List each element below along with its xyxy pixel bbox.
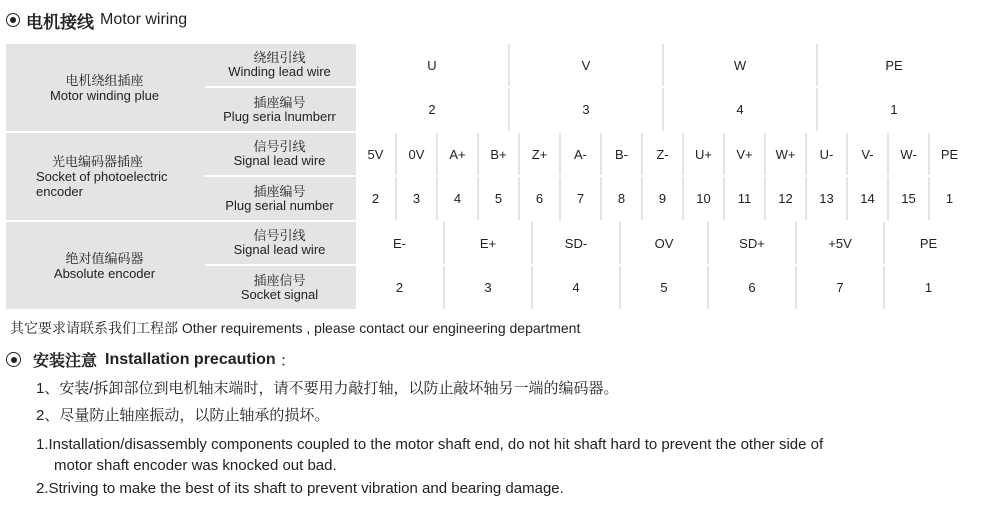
precaution-title-zh: 安装注意 [33,353,98,370]
table-cell: 10 [684,177,723,220]
table-cell: U [356,44,508,86]
winding-lead-row [356,44,970,86]
table-cell: V- [848,133,887,175]
table-cell: 14 [848,177,887,220]
table-cell: V [510,44,662,86]
table-cell: 1 [818,88,970,131]
absolute-label-en: Absolute encoder [53,265,156,281]
table-cell: 13 [807,177,846,220]
table-cell: 7 [797,266,883,309]
absolute-lead-label-en: Signal lead wire [233,242,326,257]
table-cell: 1 [885,266,972,309]
table-cell: 3 [445,266,531,309]
table-cell: 12 [766,177,805,220]
table-cell: Z- [643,133,682,175]
section-heading [6,8,187,32]
table-cell: 9 [643,177,682,220]
table-cell: E- [356,222,443,264]
encoder-label-en2: encoder [36,184,83,199]
table-cell: U- [807,133,846,175]
table-cell: Z+ [520,133,559,175]
photoelectric-encoder-table [6,133,969,220]
winding-plug-row [356,88,970,131]
section-title-en: Motor wiring [100,11,188,28]
precaution-colon: ： [279,353,296,370]
precaution-en-1b: motor shaft encoder was knocked out bad. [54,457,337,474]
table-cell: PE [930,133,969,175]
absolute-plug-label-en: Socket signal [240,286,319,302]
table-cell: V+ [725,133,764,175]
table-cell: W+ [766,133,805,175]
table-cell: 8 [602,177,641,220]
encoder-label [6,133,203,220]
winding-plug-label-en: Plug seria lnumberr [223,108,336,124]
absolute-label [6,222,203,309]
absolute-label-zh: 绝对值编码器 [65,250,144,266]
table-cell: 3 [397,177,436,220]
precaution-heading [6,348,296,371]
table-cell: 6 [709,266,795,309]
table-cell: 5V [356,133,395,175]
precaution-en-1a: 1.Installation/disassembly components coupled to the motor shaft end, do not hit shaft hard to prevent the other side of [36,436,824,453]
winding-lead-label-en: Winding lead wire [228,64,331,79]
winding-plug-label [205,88,354,131]
winding-lead-label-zh: 绕组引线 [253,50,306,65]
table-cell: 2 [356,88,508,131]
absolute-lead-label-zh: 信号引线 [253,228,306,243]
encoder-label-en1: Socket of photoelectric [36,169,168,184]
motor-winding-label-zh: 电机绕组插座 [65,72,144,88]
table-cell: 4 [438,177,477,220]
table-cell: W- [889,133,928,175]
table-cell: SD+ [709,222,795,264]
precaution-title-en: Installation precaution [105,350,276,368]
encoder-plug-label-en: Plug serial number [225,197,334,213]
table-cell: 4 [664,88,816,131]
table-cell: 11 [725,177,764,220]
table-cell: 2 [356,177,395,220]
table-cell: E+ [445,222,531,264]
table-cell: 2 [356,266,443,309]
motor-winding-table [6,44,969,131]
table-cell: 7 [561,177,600,220]
absolute-plug-label [205,266,354,309]
table-cell: SD- [533,222,619,264]
table-cell: A+ [438,133,477,175]
precaution-en-2: 2.Striving to make the best of its shaft to prevent vibration and bearing damage. [36,480,564,497]
encoder-plug-label-zh: 插座编号 [253,183,306,199]
absolute-plug-row [356,266,972,309]
table-cell: +5V [797,222,883,264]
section-title-zh: 电机接线 [26,12,94,32]
table-cell: W [664,44,816,86]
table-cell: 5 [479,177,518,220]
table-cell: 5 [621,266,707,309]
table-cell: 3 [510,88,662,131]
winding-plug-label-zh: 插座编号 [253,94,306,110]
precaution-zh-2: 2、尽量防止轴座振动，以防止轴承的损坏。 [36,407,330,424]
motor-winding-label [6,44,203,131]
table-cell: 15 [889,177,928,220]
table-cell: B- [602,133,641,175]
table-cell: OV [621,222,707,264]
table-cell: 1 [930,177,969,220]
encoder-lead-row [356,133,969,175]
encoder-plug-row [356,177,969,220]
encoder-lead-label-en: Signal lead wire [233,153,326,168]
bullet-circle-icon [6,13,20,27]
table-cell: 6 [520,177,559,220]
absolute-plug-label-zh: 插座信号 [253,272,306,288]
table-cell: 0V [397,133,436,175]
table-cell: A- [561,133,600,175]
absolute-lead-row [356,222,972,264]
table-cell: U+ [684,133,723,175]
table-cell: PE [885,222,972,264]
absolute-lead-label [205,222,354,264]
table-cell: 4 [533,266,619,309]
absolute-encoder-table [6,222,969,309]
encoder-lead-label [205,133,354,175]
winding-lead-label [205,44,354,86]
table-cell: B+ [479,133,518,175]
encoder-plug-label [205,177,354,220]
encoder-lead-label-zh: 信号引线 [253,139,306,154]
encoder-label-zh: 光电编码器插座 [52,154,144,169]
motor-winding-label-en: Motor winding plue [49,87,160,103]
bullet-circle-icon [6,352,21,367]
table-cell: PE [818,44,970,86]
contact-note: 其它要求请联系我们工程部 Other requirements , please contact our engineering department [10,320,581,336]
precaution-zh-1: 1、安装/拆卸部位到电机轴末端时，请不要用力敲打轴，以防止敲坏轴另一端的编码器。 [36,380,619,397]
